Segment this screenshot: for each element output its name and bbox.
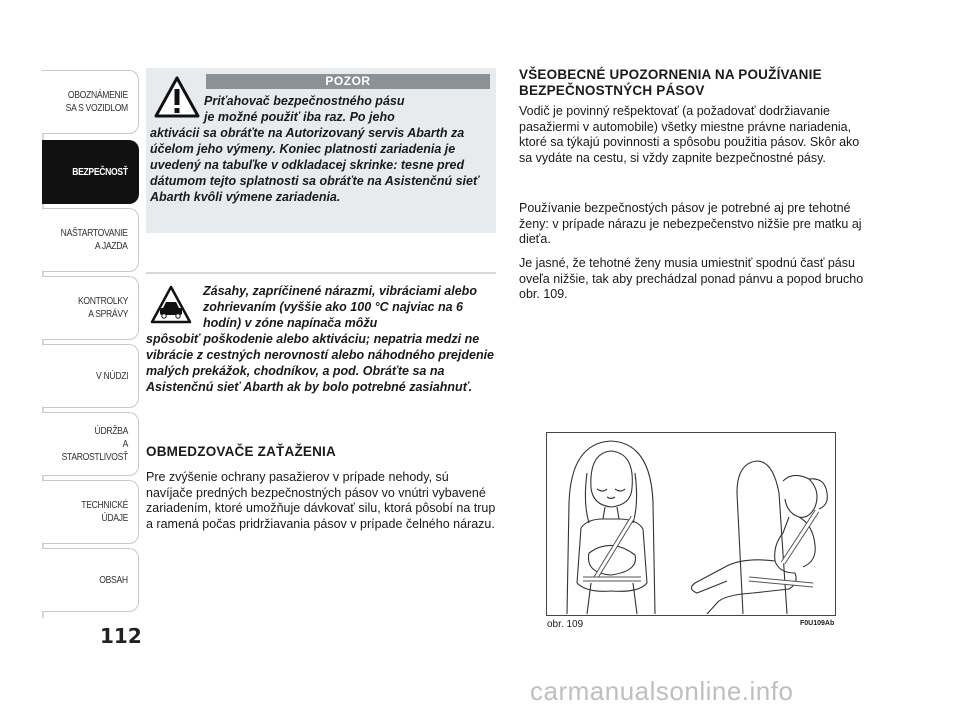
tab-oboznamenie[interactable]: OBOZNÁMENIE SA S VOZIDLOM	[42, 70, 139, 134]
load-limiters-paragraph: Pre zvýšenie ochrany pasažierov v prípade nehody, sú navíjače predných bezpečnostných pásov vo vnútri vybavené zariadením, ktoré umožňuje dávkovať silu, ktorá pôsobí na trup a ramená počas pridržiavania pásov v prípade čelného nárazu.	[146, 470, 496, 531]
warning-text: Priťahovač bezpečnostného pásu je možné použiť iba raz. Po jeho aktivácii sa obráťte na Autorizovaný servis Abarth za účelom jeho výmeny. Koniec platnosti zariadenia je uvedený na tabuľke v odkladacej skrinke: tesne pred dátumom tejto splatnosti sa obráťte na Asistenčnú sieť Abarth kvôli výmene zariadenia.	[150, 94, 479, 204]
figure-caption: obr. 109	[547, 619, 584, 630]
note-text: Zásahy, zapríčinené nárazmi, vibráciami alebo zohrievaním (vyššie ako 100 °C najviac na 6 hodín) v zóne napínača môžu spôsobiť poškodenie alebo aktiváciu; nepatria medzi ne vibrácie z cestných nerovností alebo náhodného prejdenie malých prekážok, chodníkov, a pod. Obráťte sa na Asistenčnú sieť Abarth ak by bolo potrebné zasiahnuť.	[146, 284, 495, 394]
paragraph-2: Používanie bezpečnostých pásov je potrebné aj pre tehotné ženy: v prípade nárazu je nebezpečenstvo nižšie pre matku aj dieťa.	[519, 201, 862, 246]
paragraph-3: Je jasné, že tehotné ženy musia umiestniť spodnú časť pásu oveľa nižšie, tak aby prechádzal ponad pánvu a popod brucho obr. 109.	[519, 256, 864, 301]
tab-bezpecnost[interactable]: BEZPEČNOSŤ	[42, 140, 139, 204]
load-limiters-heading: OBMEDZOVAČE ZAŤAŽENIA	[146, 444, 336, 459]
tab-nastartovanie[interactable]: NAŠTARTOVANIE A JAZDA	[42, 208, 139, 272]
tab-udrzba[interactable]: ÚDRŽBA A STAROSTLIVOSŤ	[42, 412, 139, 476]
section-divider	[146, 272, 496, 274]
figure-code: F0U109Ab	[800, 620, 835, 627]
warning-header: POZOR	[206, 74, 490, 89]
paragraph-1: Vodič je povinný rešpektovať (a požadovať dodržiavanie pasažiermi v automobile) všetky miestne právne nariadenia, ktoré sa týkajú povinnosti a spôsobu použitia pásov. Skôr ako sa vydáte na cestu, si vždy zapnite bezpečnostné pásy.	[519, 104, 860, 165]
watermark: carmanualsonline.info	[530, 676, 794, 706]
pregnant-women-seatbelt-illustration	[547, 433, 835, 615]
tab-kontrolky[interactable]: KONTROLKY A SPRÁVY	[42, 276, 139, 340]
tab-v-nudzi[interactable]: V NÚDZI	[42, 344, 139, 408]
tab-obsah[interactable]: OBSAH	[42, 548, 139, 612]
page-number: 112	[100, 624, 142, 648]
general-warnings-heading: VŠEOBECNÉ UPOZORNENIA NA POUŽÍVANIE BEZPEČNOSTNÝCH PÁSOV	[519, 67, 822, 98]
figure-109	[546, 432, 836, 616]
warning-box	[146, 68, 496, 233]
tab-technicke-udaje[interactable]: TECHNICKÉ ÚDAJE	[42, 480, 139, 544]
